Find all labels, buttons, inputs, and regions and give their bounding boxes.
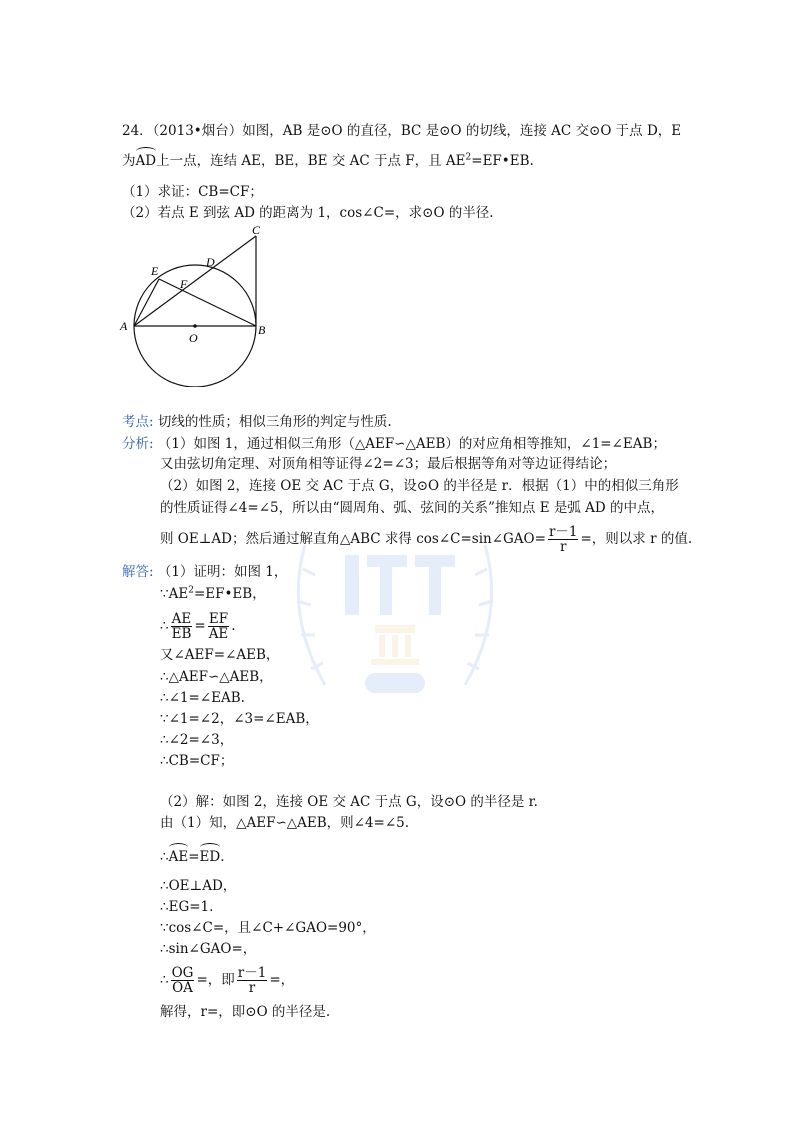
- kaodian-line: [122, 413, 392, 431]
- question-1: （1）求证：CB=CF；: [122, 184, 263, 200]
- solution-part2-line-9: 解得，r=，即⊙O 的半径是.: [160, 1004, 331, 1020]
- solution-text-2-suffix: =EF•EB，: [193, 586, 266, 602]
- segment-ac: [134, 236, 256, 326]
- kaodian-label: 考点:: [122, 414, 154, 430]
- fraction-denominator: AE: [208, 626, 229, 642]
- kaodian-text: 切线的性质；相似三角形的判定与性质.: [157, 414, 392, 430]
- segment-ae: [134, 279, 159, 326]
- solution-part2-line-5: ∴EG=1.: [160, 899, 214, 915]
- label-c: C: [252, 223, 261, 237]
- fraction-r-minus-1-over-r: [237, 966, 268, 995]
- label-f: F: [180, 277, 188, 291]
- problem-line-2: [122, 152, 534, 170]
- solution-text-2-prefix: ∵AE: [160, 586, 189, 602]
- fraction-r-minus-1-over-r: [548, 525, 579, 554]
- solution-part2-line-3: [160, 848, 225, 866]
- solution-part2-line-4: ∴OE⊥AD，: [160, 878, 237, 894]
- arc-ad: AD: [135, 153, 157, 169]
- label-d: D: [206, 255, 215, 269]
- fraction-denominator: EB: [171, 626, 192, 642]
- equals-sign: =: [188, 849, 200, 865]
- arc-ae: AE: [168, 849, 189, 865]
- problem-line-2-prefix: 为: [122, 153, 136, 169]
- label-a: A: [120, 319, 128, 333]
- fenxi-text-5-prefix: 则 OE⊥AD；然后通过解直角△ABC 求得 cos∠C=sin∠GAO=: [160, 531, 546, 547]
- label-o: O: [189, 331, 198, 345]
- solution-line-9: ∴CB=CF；: [160, 753, 234, 769]
- solution-part2-line-7: ∴sin∠GAO=，: [160, 941, 257, 957]
- fenxi-line-3: （2）如图 2，连接 OE 交 AC 于点 G，设⊙O 的半径是 r．根据（1）中的相似三角形: [160, 478, 679, 494]
- solution-line-6: ∴∠1=∠EAB.: [160, 690, 245, 706]
- fenxi-text-1: （1）如图 1，通过相似三角形（△AEF∽△AEB）的对应角相等推知，∠1=∠EAB；: [157, 436, 666, 452]
- problem-line-1: 24．（2013•烟台）如图，AB 是⊙O 的直径，BC 是⊙O 的切线，连接 AC 交⊙O 于点 D，E: [122, 123, 682, 139]
- solution-line-5: ∴△AEF∽△AEB，: [160, 669, 273, 685]
- equals-sign: =: [194, 618, 206, 634]
- solution-part2-line-8: [160, 966, 294, 995]
- solution-part2-line-6: ∵cos∠C=，且∠C+∠GAO=90°，: [160, 920, 376, 936]
- question-2: （2）若点 E 到弦 AD 的距离为 1，cos∠C=，求⊙O 的半径.: [122, 205, 494, 221]
- fraction-numerator: AE: [171, 611, 192, 627]
- solution-line-4: 又∠AEF=∠AEB，: [160, 647, 280, 663]
- fenxi-label: 分析:: [122, 436, 154, 452]
- fraction-denominator: r: [559, 539, 567, 555]
- problem-line-2-text-b: =EF•EB.: [471, 153, 534, 169]
- fenxi-text-5-suffix: =，则以求 r 的值.: [580, 531, 693, 547]
- period: .: [220, 849, 225, 865]
- fenxi-line-2: 又由弦切角定理、对顶角相等证得∠2=∠3；最后根据等角对等边证得结论；: [160, 456, 617, 472]
- center-point-o: [193, 324, 197, 328]
- therefore-symbol: ∴: [160, 849, 169, 865]
- fraction-numerator: OG: [171, 965, 194, 981]
- fraction-numerator: EF: [208, 611, 229, 627]
- solution-line-3: [160, 612, 236, 641]
- therefore-symbol: ∴: [160, 972, 169, 988]
- exponent: 2: [188, 585, 194, 596]
- label-e: E: [151, 264, 159, 278]
- solution-part2-line-1: （2）解：如图 2，连接 OE 交 AC 于点 G，设⊙O 的半径是 r.: [160, 794, 538, 810]
- fenxi-line-4: 的性质证得∠4=∠5，所以由“圆周角、弧、弦间的关系”推知点 E 是弧 AD 的中点，: [160, 500, 665, 516]
- fraction-denominator: r: [248, 980, 256, 996]
- solution-part2-line-2: 由（1）知，△AEF∽△AEB，则∠4=∠5.: [160, 815, 410, 831]
- solution-text-8-suffix: =，: [269, 972, 295, 988]
- solution-text-1: （1）证明：如图 1，: [157, 564, 288, 580]
- fraction-denominator: OA: [172, 980, 193, 996]
- label-b: B: [258, 323, 266, 337]
- solution-line-2: [160, 585, 266, 603]
- period: .: [231, 618, 236, 634]
- arc-ed: ED: [199, 849, 221, 865]
- solution-label: 解答:: [122, 564, 154, 580]
- fraction-og-over-oa: [171, 966, 195, 995]
- solution-line-7: ∵∠1=∠2，∠3=∠EAB，: [160, 711, 319, 727]
- solution-line-1: [122, 563, 287, 581]
- fenxi-line-5: [160, 525, 692, 554]
- fraction-ef-over-ae: [208, 612, 230, 641]
- geometry-figure: [118, 222, 278, 387]
- fraction-numerator: r－1: [237, 965, 267, 981]
- fenxi-line-1: [122, 435, 666, 453]
- fraction-ae-over-eb: [171, 612, 193, 641]
- therefore-symbol: ∴: [160, 618, 169, 634]
- fraction-numerator: r－1: [548, 524, 578, 540]
- exponent: 2: [465, 152, 472, 163]
- solution-line-8: ∴∠2=∠3，: [160, 732, 234, 748]
- problem-line-2-text-a: 上一点，连结 AE，BE，BE 交 AC 于点 F，且 AE: [156, 153, 466, 169]
- solution-text-8-middle: =，即: [196, 972, 235, 988]
